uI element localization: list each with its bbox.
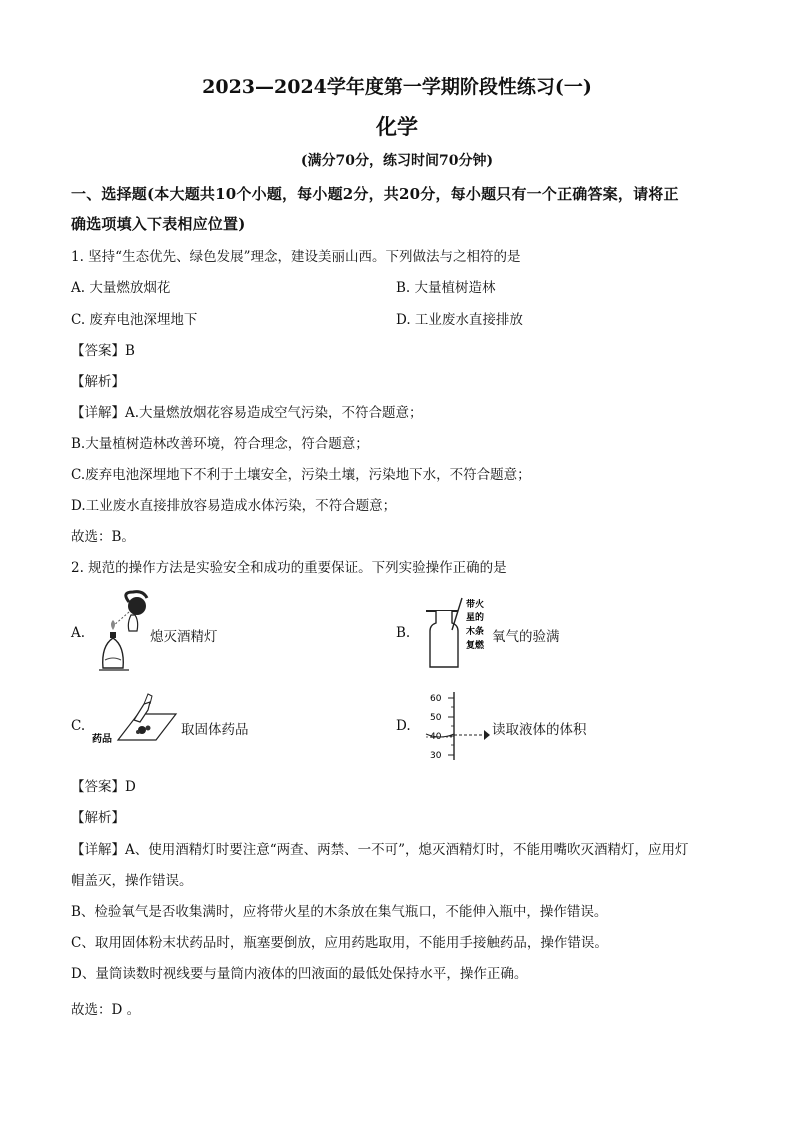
q1-detail-line: D.工业废水直接排放容易造成水体污染，不符合题意； <box>71 498 397 514</box>
drug-caption: 药品 <box>92 734 112 745</box>
q1-detail-line: 【详解】A.大量燃放烟花容易造成空气污染，不符合题意； <box>71 405 423 421</box>
q1-conclusion: 故选：B。 <box>71 529 135 545</box>
q2-answer: 【答案】D <box>71 779 136 795</box>
q2-detail-line: 帽盖灭，操作错误。 <box>71 873 193 889</box>
q1-option-b: B. 大量植树造林 <box>396 280 496 296</box>
q1-option-c: C. 废弃电池深埋地下 <box>71 312 198 328</box>
q2-option-d-letter: D. <box>396 718 411 734</box>
q2-analysis-label: 【解析】 <box>71 810 125 826</box>
q1-answer: 【答案】B <box>71 343 135 359</box>
gas-bottle-splint-image <box>422 596 490 671</box>
q2-detail-line: B、检验氧气是否收集满时，应将带火星的木条放在集气瓶口，不能伸入瓶中，操作错误。 <box>71 904 608 920</box>
q1-analysis-label: 【解析】 <box>71 374 125 390</box>
q2-stem: 2. 规范的操作方法是实验安全和成功的重要保证。下列实验操作正确的是 <box>71 560 507 576</box>
q1-option-a: A. 大量燃放烟花 <box>71 280 171 296</box>
q1-detail-line: B.大量植树造林改善环境，符合理念，符合题意； <box>71 436 369 452</box>
cylinder-tick-label: 60 <box>430 694 442 704</box>
section-heading-line2: 确选项填入下表相应位置) <box>71 215 246 233</box>
graduated-cylinder-image <box>418 690 490 762</box>
q1-detail-line: C.废弃电池深埋地下不利于土壤安全，污染土壤，污染地下水，不符合题意； <box>71 467 531 483</box>
q2-option-a-label: 熄灭酒精灯 <box>150 629 218 645</box>
q1-stem: 1. 坚持“生态优先、绿色发展”理念，建设美丽山西。下列做法与之相符的是 <box>71 249 521 265</box>
q1-option-d: D. 工业废水直接排放 <box>396 312 523 328</box>
q2-option-c-label: 取固体药品 <box>181 722 249 738</box>
q2-option-d-label: 读取液体的体积 <box>492 722 587 738</box>
hand-taking-powder-image <box>92 692 178 748</box>
splint-caption: 带火 <box>466 600 485 610</box>
exam-title: 2023—2024学年度第一学期阶段性练习(一) <box>202 76 592 98</box>
subject-title: 化学 <box>376 114 418 139</box>
q2-detail-line: 【详解】A、使用酒精灯时要注意“两查、两禁、一不可”，熄灭酒精灯时，不能用嘴吹灭酒精灯，应用灯 <box>71 842 689 858</box>
q2-option-b-label: 氧气的验满 <box>492 629 560 645</box>
q2-conclusion: 故选：D 。 <box>71 1002 141 1018</box>
q2-detail-line: D、量筒读数时视线要与量筒内液体的凹液面的最低处保持水平，操作正确。 <box>71 966 528 982</box>
splint-caption: 复燃 <box>466 641 485 651</box>
q2-option-c-letter: C. <box>71 718 86 734</box>
q2-detail-line: C、取用固体粉末状药品时，瓶塞要倒放，应用药匙取用，不能用手接触药品，操作错误。 <box>71 935 608 951</box>
q2-option-b-letter: B. <box>396 625 411 641</box>
cylinder-tick-label: 40 <box>430 732 442 742</box>
exam-info: (满分70分，练习时间70分钟) <box>300 153 494 169</box>
splint-caption: 木条 <box>466 627 485 637</box>
blowing-out-lamp-image <box>95 590 155 680</box>
q2-option-a-letter: A. <box>71 625 86 641</box>
cylinder-tick-label: 50 <box>430 713 442 723</box>
cylinder-tick-label: 30 <box>430 751 442 761</box>
splint-caption: 星的 <box>466 613 485 623</box>
section-heading-line1: 一、选择题(本大题共10个小题，每小题2分，共20分，每小题只有一个正确答案，请将正 <box>71 185 679 203</box>
